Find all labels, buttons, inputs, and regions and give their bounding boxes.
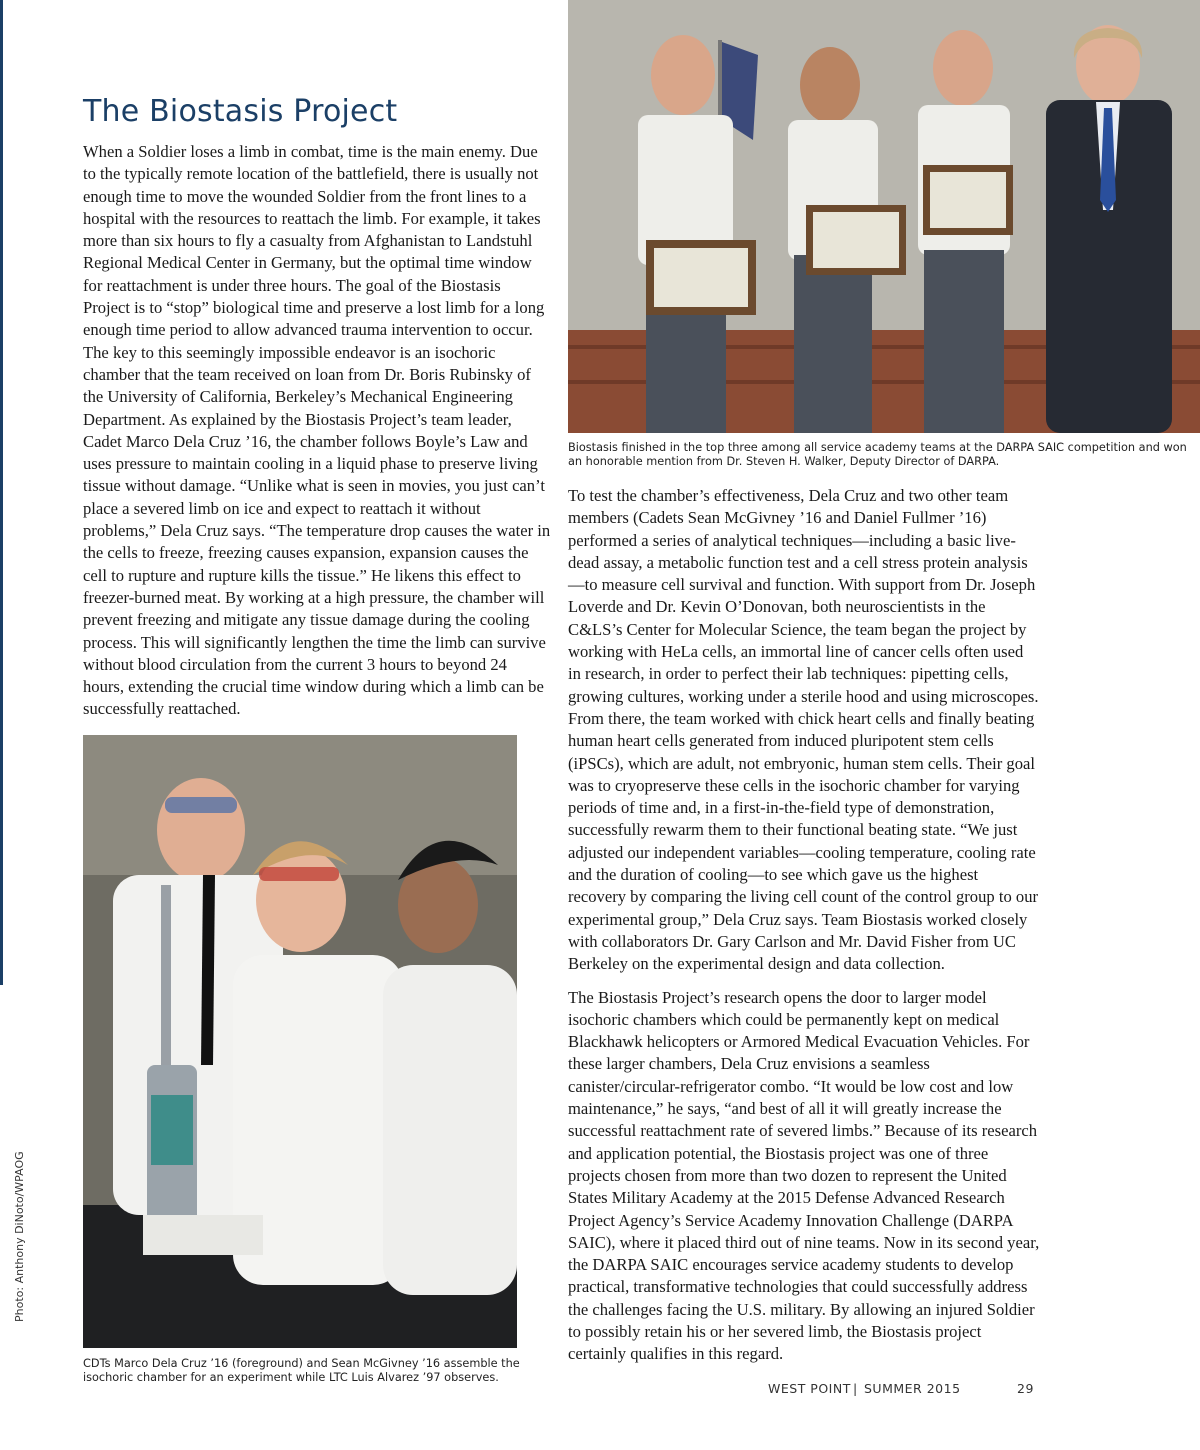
article-column-left (83, 141, 551, 721)
left-margin-rule (0, 0, 3, 985)
lab-photo-illustration (83, 735, 517, 1348)
footer-issue: SUMMER 2015 (864, 1381, 961, 1396)
article-column-right (568, 485, 1040, 1377)
footer-publication: WEST POINT (768, 1381, 851, 1396)
award-photo (568, 0, 1200, 433)
article-title: The Biostasis Project (83, 94, 398, 129)
photo-credit: Photo: Anthony DiNoto/WPAOG (13, 1151, 26, 1322)
lab-photo (83, 735, 517, 1348)
article-paragraph: When a Soldier loses a limb in combat, time is the main enemy. Due to the typically remote location of the battlefield, there is usually not enough time to move the wounded Soldier from the front lines to a hospital with the resources to reattach the limb. For example, it takes more than six hours to fly a casualty from Afghanistan to Landstuhl Regional Medical Center in Germany, but the optimal time window for reattachment is under three hours. The goal of the Biostasis Project is to “stop” biological time and preserve a lost limb for a long enough time period to allow advanced trauma intervention to occur. The key to this seemingly impossible endeavor is an isochoric chamber that the team received on loan from Dr. Boris Rubinsky of the University of California, Berkeley’s Mechanical Engineering Department. As explained by the Biostasis Project’s team leader, Cadet Marco Dela Cruz ’16, the chamber follows Boyle’s Law and uses pressure to maintain cooling in a liquid phase to preserve living tissue without damage. “Unlike what is seen in movies, you just can’t place a severed limb on ice and expect to reattach it without problems,” Dela Cruz says. “The temperature drop causes the water in the cells to freeze, freezing causes expansion, expansion causes the cell to rupture and rupture kills the tissue.” He likens this effect to freezer-burned meat. By working at a high pressure, the chamber will prevent freezing and mitigate any tissue damage during the cooling process. This will significantly lengthen the time the limb can survive without blood circulation from the current 3 hours to beyond 24 hours, extending the crucial time window during which a limb can be successfully reattached. (83, 142, 551, 719)
article-paragraph: To test the chamber’s effectiveness, Dela Cruz and two other team members (Cadets Sean McGivney ’16 and Daniel Fullmer ’16) performed a series of analytical techniques—including a basic live-dead assay, a metabolic function test and a cell stress protein analysis—to measure cell survival and function. With support from Dr. Joseph Loverde and Dr. Kevin O’Donovan, both neuroscientists in the C&LS’s Center for Molecular Science, the team began the project by working with HeLa cells, an immortal line of cancer cells often used in research, in order to perfect their lab techniques: pipetting cells, growing cultures, working under a sterile hood and using microscopes. From there, the team worked with chick heart cells and finally beating human heart cells generated from induced pluripotent stem cells (iPSCs), which are adult, not embryonic, human stem cells. Their goal was to cryopreserve these cells in the isochoric chamber for varying periods of time and, in a first-in-the-field type of demonstration, successfully rewarm them to their functional beating state. “We just adjusted our independent variables—cooling temperature, cooling rate and the duration of cooling—to see which gave us the highest recovery by comparing the living cell count of the control group to our experimental group,” Dela Cruz says. Team Biostasis worked closely with collaborators Dr. Gary Carlson and Mr. David Fisher from UC Berkeley on the experimental design and data collection. (568, 486, 1039, 974)
award-photo-caption: Biostasis finished in the top three among all service academy teams at the DARPA SAIC competition and won an honorable mention from Dr. Steven H. Walker, Deputy Director of DARPA. (568, 441, 1187, 468)
award-photo-illustration (568, 0, 1200, 433)
article-paragraph: The Biostasis Project’s research opens the door to larger model isochoric chambers which could be permanently kept on medical Blackhawk helicopters or Armored Medical Evacuation Vehicles. For these larger chambers, Dela Cruz envisions a seamless canister/circular-refrigerator combo. “It would be low cost and low maintenance,” he says, “and best of all it will greatly increase the successful reattachment rate of severed limbs.” Because of its research and application potential, the Biostasis project was one of three projects chosen from more than two dozen to represent the United States Military Academy at the 2015 Defense Advanced Research Project Agency’s Service Academy Innovation Challenge (DARPA SAIC), where it placed third out of nine teams. Now in its second year, the DARPA SAIC encourages service academy students to develop practical, transformative technologies that could successfully address the challenges facing the U.S. military. By allowing an injured Soldier to possibly retain his or her severed limb, the Biostasis project certainly qualifies in this regard. (568, 987, 1040, 1364)
footer-separator: | (853, 1381, 858, 1396)
page-number: 29 (1017, 1381, 1034, 1396)
lab-photo-caption: CDTs Marco Dela Cruz ’16 (foreground) and Sean McGivney ’16 assemble the isochoric chamber for an experiment while LTC Luis Alvarez ’97 observes. (83, 1357, 520, 1384)
